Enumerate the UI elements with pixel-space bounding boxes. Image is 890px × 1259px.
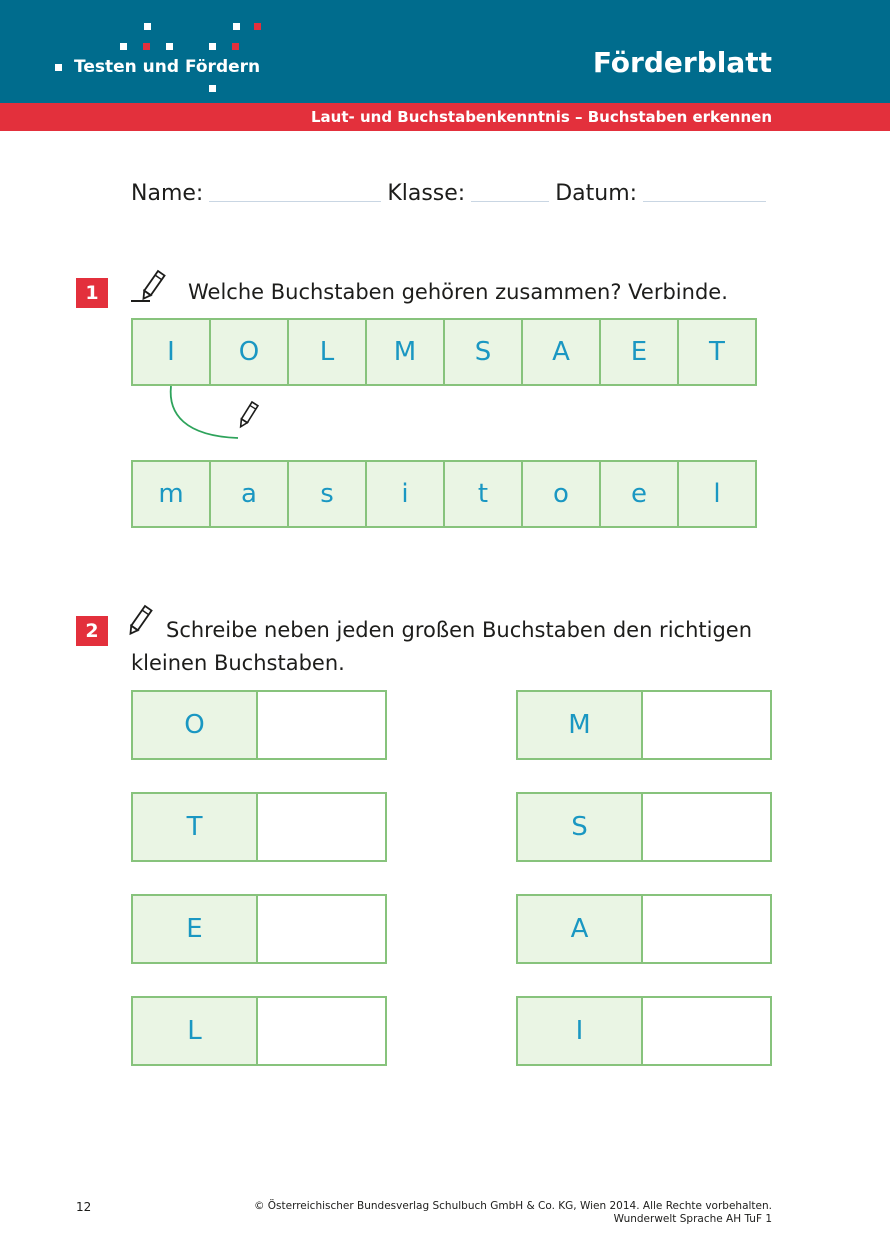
header-bar (0, 0, 890, 104)
letter-pair (516, 996, 772, 1066)
letter-pair (516, 894, 772, 964)
answer-box[interactable] (643, 792, 772, 862)
uppercase-cell[interactable]: I (131, 318, 211, 386)
uppercase-row (131, 318, 772, 386)
letter-pair (131, 690, 387, 760)
letter-pair (516, 792, 772, 862)
class-label: Klasse: (387, 181, 466, 206)
uppercase-letter: E (131, 894, 258, 964)
uppercase-letter: O (131, 690, 258, 760)
lowercase-cell[interactable]: l (677, 460, 757, 528)
uppercase-letter: T (131, 792, 258, 862)
uppercase-cell[interactable]: L (287, 318, 367, 386)
lowercase-cell[interactable]: i (365, 460, 445, 528)
answer-box[interactable] (258, 690, 387, 760)
name-label: Name: (131, 181, 204, 206)
uppercase-letter: S (516, 792, 643, 862)
answer-box[interactable] (643, 690, 772, 760)
answer-box[interactable] (258, 792, 387, 862)
answer-box[interactable] (643, 996, 772, 1066)
lowercase-cell[interactable]: s (287, 460, 367, 528)
lowercase-row (131, 460, 772, 528)
logo-text: Testen und Fördern (74, 57, 261, 77)
page-number: 12 (76, 1200, 92, 1214)
lowercase-cell[interactable]: e (599, 460, 679, 528)
uppercase-letter: L (131, 996, 258, 1066)
name-class-date-row (131, 174, 772, 206)
uppercase-letter: I (516, 996, 643, 1066)
lowercase-cell[interactable]: m (131, 460, 211, 528)
task1-number: 1 (76, 278, 108, 308)
uppercase-letter: M (516, 690, 643, 760)
task2-number: 2 (76, 616, 108, 646)
letter-pair (131, 894, 387, 964)
uppercase-cell[interactable]: O (209, 318, 289, 386)
copyright-text: © Österreichischer Bundesverlag Schulbuch GmbH & Co. KG, Wien 2014. Alle Rechte vorbehalten. (253, 1200, 772, 1212)
uppercase-cell[interactable]: A (521, 318, 601, 386)
uppercase-cell[interactable]: E (599, 318, 679, 386)
example-connection-line (160, 384, 270, 444)
footer-credits (254, 1200, 772, 1226)
page-title: Förderblatt (592, 46, 772, 79)
series-text: Wunderwelt Sprache AH TuF 1 (613, 1213, 772, 1225)
lowercase-cell[interactable]: a (209, 460, 289, 528)
lowercase-cell[interactable]: o (521, 460, 601, 528)
name-field[interactable] (209, 200, 381, 202)
answer-box[interactable] (643, 894, 772, 964)
task1-instruction: Welche Buchstaben gehören zusammen? Verbinde. (188, 280, 728, 304)
lowercase-cell[interactable]: t (443, 460, 523, 528)
page-subtitle: Laut- und Buchstabenkenntnis – Buchstaben erkennen (311, 108, 772, 126)
write-pencil-icon (128, 604, 160, 640)
uppercase-letter: A (516, 894, 643, 964)
letter-pair (131, 792, 387, 862)
answer-box[interactable] (258, 996, 387, 1066)
uppercase-cell[interactable]: S (443, 318, 523, 386)
answer-box[interactable] (258, 894, 387, 964)
letter-pair (516, 690, 772, 760)
letter-pair (131, 996, 387, 1066)
uppercase-cell[interactable]: T (677, 318, 757, 386)
task2-instruction-line1: Schreibe neben jeden großen Buchstaben den richtigen (166, 618, 753, 642)
date-label: Datum: (555, 181, 638, 206)
task2-instruction-line2: kleinen Buchstaben. (131, 651, 345, 675)
date-field[interactable] (643, 200, 766, 202)
uppercase-cell[interactable]: M (365, 318, 445, 386)
connect-pencil-icon (130, 268, 180, 304)
class-field[interactable] (471, 200, 549, 202)
